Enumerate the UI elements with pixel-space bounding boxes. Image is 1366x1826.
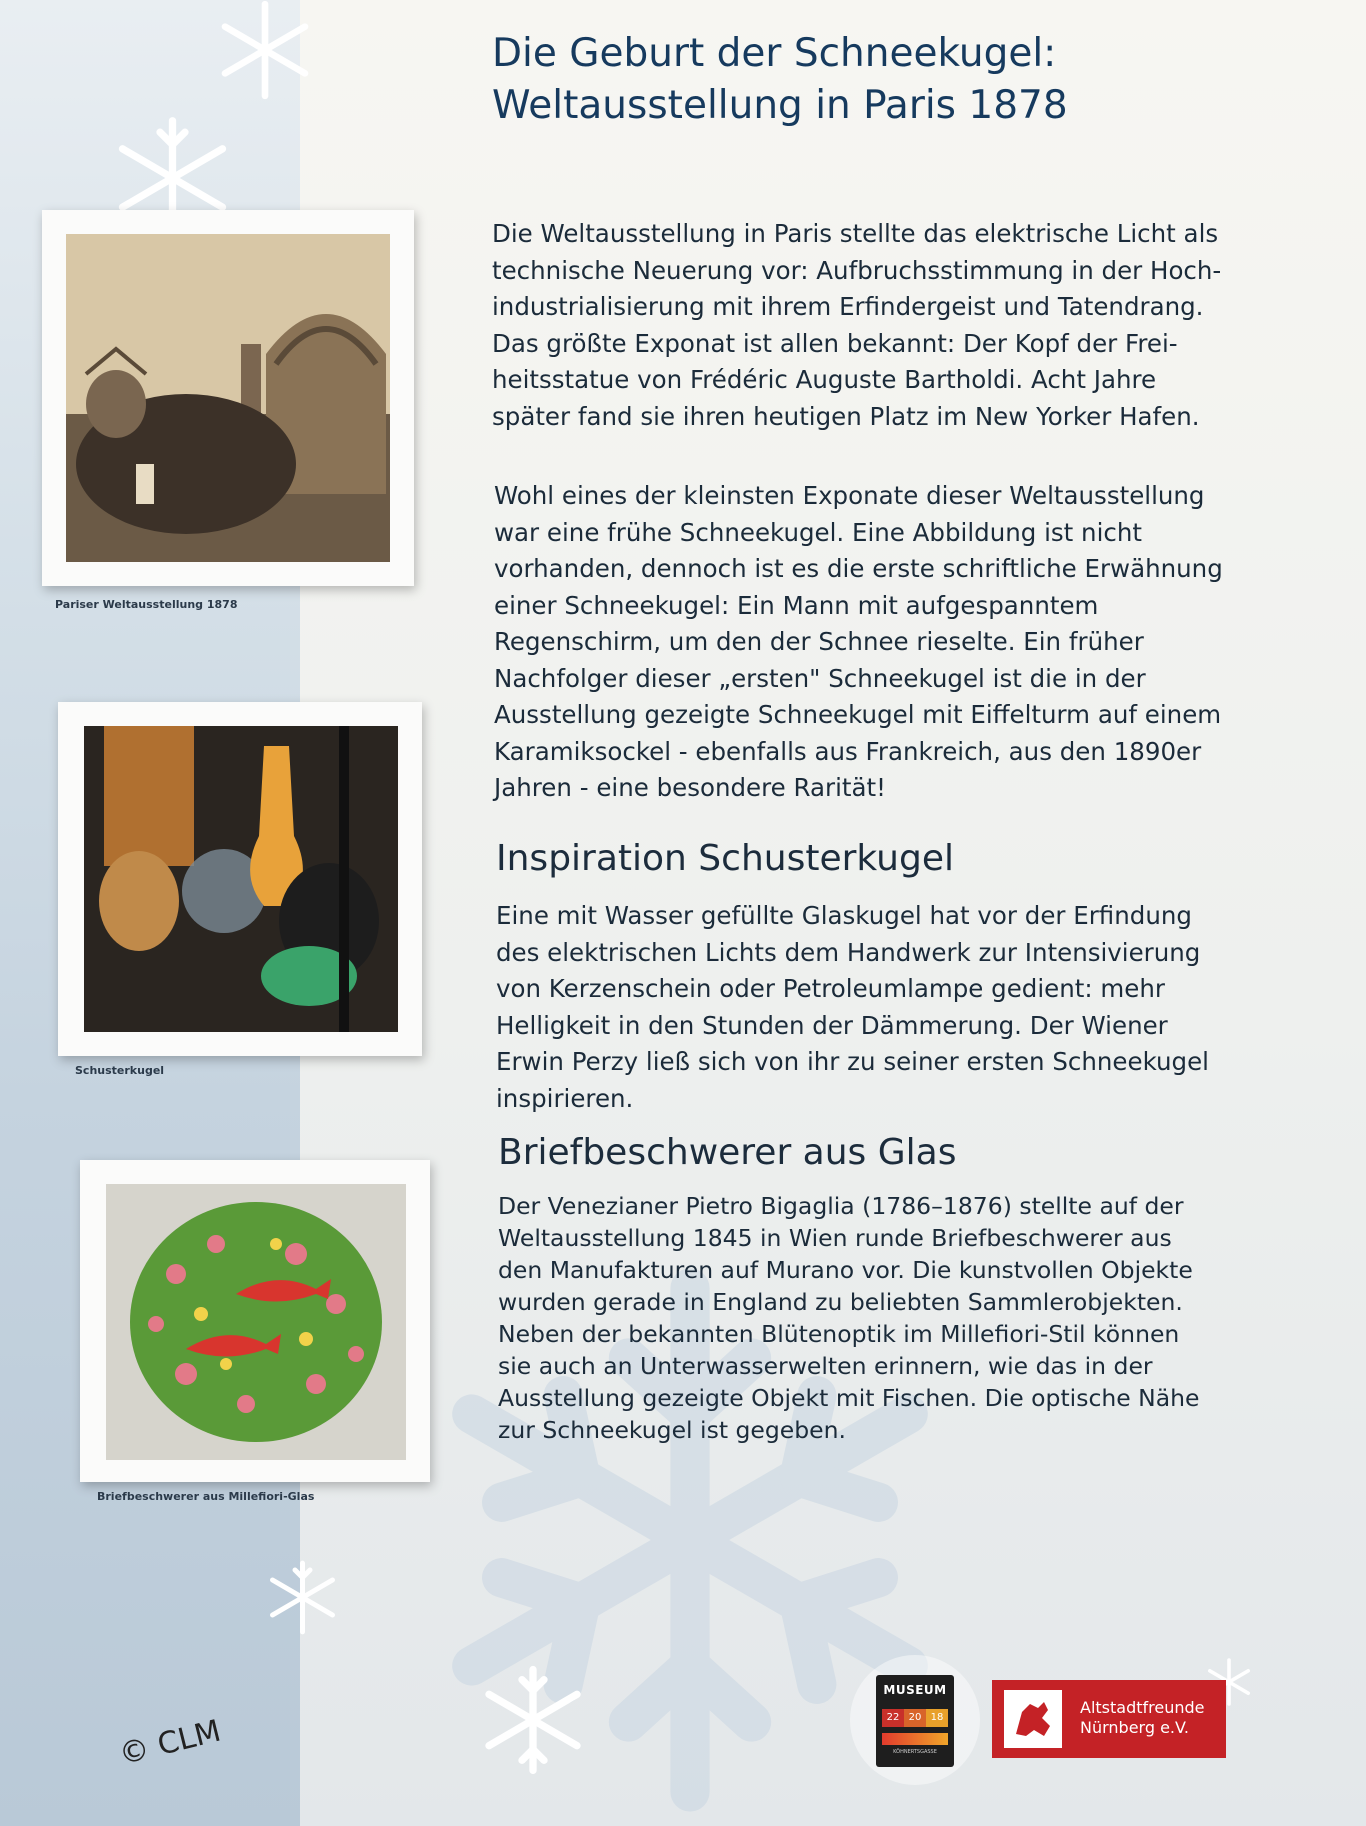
caption-schusterkugel: Schusterkugel (75, 1064, 165, 1077)
text-line: Ausstellung gezeigte Objekt mit Fischen. Die optische Nähe (498, 1384, 1200, 1412)
text-line: zur Schneekugel ist gegeben. (498, 1416, 847, 1444)
text-line: industrialisierung mit ihrem Erfindergeist und Tatendrang. (492, 292, 1204, 321)
altstadtfreunde-line1: Altstadtfreunde (1080, 1698, 1205, 1717)
paragraph-schusterkugel (496, 898, 1316, 1117)
museum-logo (876, 1675, 954, 1767)
page-title-line1: Die Geburt der Schneekugel: (492, 31, 1057, 76)
snowflake-icon (215, 0, 315, 100)
text-line: von Kerzenschein oder Petroleumlampe gedient: mehr (496, 974, 1165, 1003)
page-title-line2: Weltausstellung in Paris 1878 (492, 83, 1068, 128)
lion-emblem-icon (1004, 1690, 1062, 1748)
paragraph-briefbeschwerer (498, 1190, 1318, 1446)
text-line: Die Weltausstellung in Paris stellte das elektrische Licht als (492, 219, 1219, 248)
photo-schusterkugel (58, 702, 422, 1056)
text-line: Ausstellung gezeigte Schneekugel mit Eiffelturm auf einem (494, 700, 1222, 729)
photo-weltausstellung (42, 210, 414, 586)
text-line: Erwin Perzy ließ sich von ihr zu seiner ersten Schneekugel (496, 1047, 1209, 1076)
text-line: wurden gerade in England zu beliebten Sammlerobjekten. (498, 1288, 1183, 1316)
caption-briefbeschwerer: Briefbeschwerer aus Millefiori-Glas (97, 1490, 315, 1503)
museum-logo-sub: KÖHNERTSGASSE (893, 1749, 937, 1755)
text-line: des elektrischen Lichts dem Handwerk zur Intensivierung (496, 937, 1201, 967)
text-line: Weltausstellung 1845 in Wien runde Briefbeschwerer aus (498, 1224, 1172, 1252)
text-line: heitsstatue von Frédéric Auguste Bartholdi. Acht Jahre (492, 365, 1157, 394)
altstadtfreunde-line2: Nürnberg e.V. (1080, 1718, 1189, 1737)
museum-logo-label: MUSEUM (883, 1683, 947, 1697)
snowflake-icon (478, 1665, 588, 1775)
photo-briefbeschwerer-image (106, 1184, 406, 1460)
text-line: Eine mit Wasser gefüllte Glaskugel hat vor der Erfindung (496, 901, 1192, 930)
text-line: Helligkeit in den Stunden der Dämmerung. Der Wiener (496, 1010, 1168, 1040)
copyright-watermark: © CLM (115, 1713, 225, 1773)
text-line: den Manufakturen auf Murano vor. Die kunstvollen Objekte (498, 1256, 1193, 1284)
museum-logo-numbers (882, 1709, 948, 1727)
text-line: einer Schneekugel: Ein Mann mit aufgespanntem (494, 590, 1099, 620)
museum-number: 18 (926, 1709, 948, 1727)
altstadtfreunde-name (1080, 1698, 1205, 1738)
text-line: Neben der bekannten Blütenoptik im Millefiori-Stil können (498, 1320, 1180, 1348)
snowflake-icon (265, 1560, 340, 1635)
text-line: Das größte Exponat ist allen bekannt: Der Kopf der Frei- (492, 328, 1178, 358)
text-line: Karamiksockel - ebenfalls aus Frankreich, aus den 1890er (494, 736, 1202, 766)
text-line: Jahren - eine besondere Rarität! (494, 773, 886, 802)
photo-briefbeschwerer (80, 1160, 430, 1482)
text-line: war eine frühe Schneekugel. Eine Abbildung ist nicht (494, 517, 1142, 547)
caption-weltausstellung: Pariser Weltausstellung 1878 (55, 598, 238, 611)
text-line: technische Neuerung vor: Aufbruchsstimmung in der Hoch- (492, 255, 1222, 285)
text-line: später fand sie ihren heutigen Platz im New Yorker Hafen. (492, 401, 1200, 431)
museum-number: 22 (882, 1709, 904, 1727)
museum-number: 20 (904, 1709, 926, 1727)
page-title (492, 28, 1312, 132)
second-paragraph (494, 478, 1314, 807)
intro-paragraph (492, 216, 1312, 435)
text-line: inspirieren. (496, 1083, 634, 1113)
text-line: vorhanden, dennoch ist es die erste schriftliche Erwähnung (494, 554, 1223, 583)
altstadtfreunde-logo (992, 1680, 1226, 1758)
text-line: Regenschirm, um den der Schnee rieselte. Ein früher (494, 627, 1144, 656)
text-line: Nachfolger dieser „ersten" Schneekugel ist die in der (494, 663, 1146, 693)
photo-schusterkugel-image (84, 726, 398, 1032)
text-line: Wohl eines der kleinsten Exponate dieser Weltausstellung (494, 481, 1205, 510)
heading-briefbeschwerer: Briefbeschwerer aus Glas (498, 1132, 957, 1173)
text-line: sie auch an Unterwasserwelten erinnern, wie das in der (498, 1352, 1153, 1380)
photo-weltausstellung-image (66, 234, 390, 562)
museum-logo-stripe (882, 1733, 948, 1745)
heading-schusterkugel: Inspiration Schusterkugel (496, 838, 954, 879)
text-line: Der Venezianer Pietro Bigaglia (1786–1876) stellte auf der (498, 1192, 1184, 1220)
